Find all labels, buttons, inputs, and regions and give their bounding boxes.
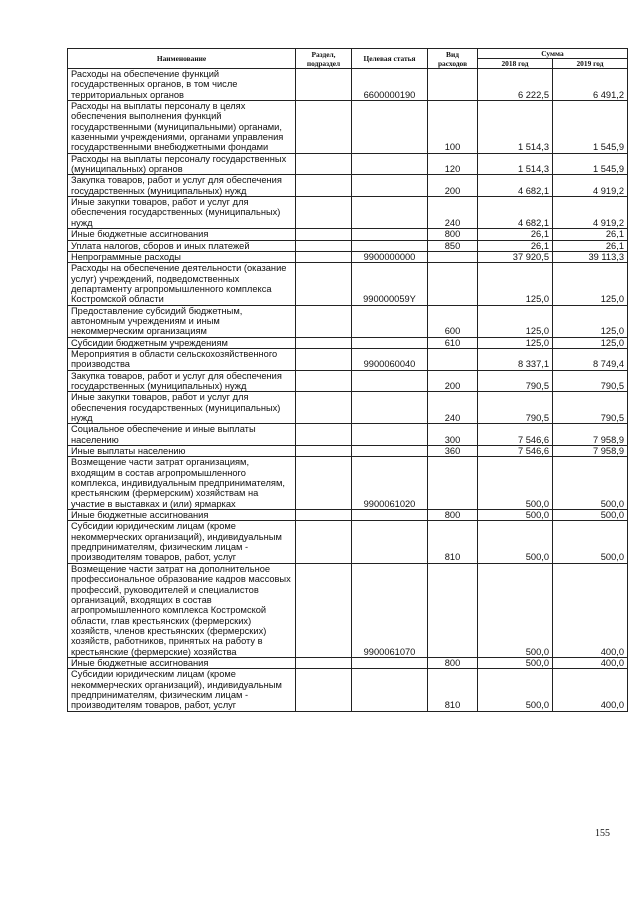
cell-section — [296, 657, 352, 668]
cell-type: 240 — [428, 392, 478, 424]
cell-name: Возмещение части затрат организациям, входящим в состав агропромышленного комплекса, индивидуальным предпринимателям, крестьянским (фермерским) хозяйствам на участие в выставках и (или) ярмарках — [68, 457, 296, 510]
cell-2018: 1 514,3 — [478, 153, 553, 175]
table-row — [68, 263, 628, 305]
cell-type: 800 — [428, 510, 478, 521]
cell-target: 6600000190 — [352, 69, 428, 101]
cell-target — [352, 337, 428, 348]
cell-target: 9900061020 — [352, 457, 428, 510]
table-header — [68, 49, 628, 69]
cell-name: Закупка товаров, работ и услуг для обеспечения государственных (муниципальных) нужд — [68, 370, 296, 392]
cell-type: 610 — [428, 337, 478, 348]
cell-2018: 4 682,1 — [478, 175, 553, 197]
cell-name: Расходы на обеспечение деятельности (оказание услуг) учреждений, подведомственных департаменту агропромышленного комплекса Костромской области — [68, 263, 296, 305]
cell-2019: 4 919,2 — [553, 175, 628, 197]
cell-target — [352, 153, 428, 175]
page-number: 155 — [595, 828, 610, 839]
cell-section — [296, 510, 352, 521]
cell-2019: 125,0 — [553, 263, 628, 305]
cell-2018: 8 337,1 — [478, 348, 553, 370]
cell-section — [296, 69, 352, 101]
cell-type — [428, 563, 478, 657]
cell-type: 300 — [428, 424, 478, 446]
table-row — [68, 240, 628, 251]
cell-2018: 26,1 — [478, 229, 553, 240]
cell-type — [428, 251, 478, 262]
col-header-2018: 2018 год — [478, 59, 553, 69]
cell-2019: 7 958,9 — [553, 424, 628, 446]
cell-section — [296, 370, 352, 392]
cell-target — [352, 240, 428, 251]
cell-type: 600 — [428, 305, 478, 337]
cell-section — [296, 251, 352, 262]
cell-2018: 7 546,6 — [478, 424, 553, 446]
cell-2018: 500,0 — [478, 457, 553, 510]
cell-type: 240 — [428, 197, 478, 229]
cell-name: Непрограммные расходы — [68, 251, 296, 262]
cell-name: Иные бюджетные ассигнования — [68, 229, 296, 240]
cell-target — [352, 370, 428, 392]
cell-2018: 4 682,1 — [478, 197, 553, 229]
cell-name: Предоставление субсидий бюджетным, автономным учреждениям и иным некоммерческим организациям — [68, 305, 296, 337]
cell-2019: 790,5 — [553, 392, 628, 424]
table-row — [68, 424, 628, 446]
table-row — [68, 657, 628, 668]
cell-target — [352, 101, 428, 154]
cell-name: Иные бюджетные ассигнования — [68, 510, 296, 521]
cell-2019: 125,0 — [553, 305, 628, 337]
cell-2018: 500,0 — [478, 521, 553, 563]
table-row — [68, 669, 628, 711]
cell-section — [296, 669, 352, 711]
cell-type: 200 — [428, 370, 478, 392]
cell-2018: 1 514,3 — [478, 101, 553, 154]
cell-type — [428, 69, 478, 101]
cell-name: Закупка товаров, работ и услуг для обеспечения государственных (муниципальных) нужд — [68, 175, 296, 197]
cell-name: Иные бюджетные ассигнования — [68, 657, 296, 668]
cell-2019: 790,5 — [553, 370, 628, 392]
cell-type: 100 — [428, 101, 478, 154]
cell-section — [296, 348, 352, 370]
cell-type: 810 — [428, 521, 478, 563]
cell-target: 9900061070 — [352, 563, 428, 657]
cell-target — [352, 229, 428, 240]
cell-name: Иные закупки товаров, работ и услуг для обеспечения государственных (муниципальных) нужд — [68, 197, 296, 229]
table-row — [68, 251, 628, 262]
cell-target — [352, 657, 428, 668]
table-row — [68, 392, 628, 424]
cell-2018: 500,0 — [478, 657, 553, 668]
col-header-2019: 2019 год — [553, 59, 628, 69]
cell-type: 810 — [428, 669, 478, 711]
cell-2018: 125,0 — [478, 305, 553, 337]
table-row — [68, 370, 628, 392]
cell-section — [296, 563, 352, 657]
cell-2019: 7 958,9 — [553, 446, 628, 457]
col-header-type: Вид расходов — [428, 49, 478, 69]
cell-type: 800 — [428, 229, 478, 240]
cell-name: Возмещение части затрат на дополнительное профессиональное образование кадров массовых профессий, руководителей и специалистов организаций, входящих в состав агропромышленного комплекса Костромской области, глав крестьянских (фермерских) хозяйств, членов крестьянских (фермерских) хозяйств, работников, принятых на работу в крестьянские (фермерские) хозяйства — [68, 563, 296, 657]
cell-name: Расходы на обеспечение функций государственных органов, в том числе территориальных органов — [68, 69, 296, 101]
cell-2019: 125,0 — [553, 337, 628, 348]
cell-section — [296, 229, 352, 240]
cell-type: 850 — [428, 240, 478, 251]
cell-2019: 500,0 — [553, 457, 628, 510]
cell-target: 9900060040 — [352, 348, 428, 370]
cell-section — [296, 175, 352, 197]
cell-2019: 1 545,9 — [553, 101, 628, 154]
cell-2018: 790,5 — [478, 370, 553, 392]
cell-2019: 8 749,4 — [553, 348, 628, 370]
cell-2018: 26,1 — [478, 240, 553, 251]
cell-name: Расходы на выплаты персоналу в целях обеспечения выполнения функций государственными (муниципальными) органами, казенными учреждениями, органами управления государственными внебюджетными фондами — [68, 101, 296, 154]
col-header-section: Раздел, подраздел — [296, 49, 352, 69]
cell-name: Расходы на выплаты персоналу государственных (муниципальных) органов — [68, 153, 296, 175]
cell-type: 360 — [428, 446, 478, 457]
cell-section — [296, 240, 352, 251]
cell-2018: 500,0 — [478, 510, 553, 521]
cell-target — [352, 175, 428, 197]
cell-target — [352, 197, 428, 229]
cell-target: 9900000000 — [352, 251, 428, 262]
cell-2019: 400,0 — [553, 669, 628, 711]
table-row — [68, 510, 628, 521]
cell-2018: 500,0 — [478, 563, 553, 657]
cell-2019: 400,0 — [553, 657, 628, 668]
cell-type: 200 — [428, 175, 478, 197]
cell-target — [352, 446, 428, 457]
table-row — [68, 446, 628, 457]
table-row — [68, 101, 628, 154]
table-row — [68, 457, 628, 510]
cell-2018: 125,0 — [478, 263, 553, 305]
cell-target — [352, 510, 428, 521]
table-row — [68, 153, 628, 175]
cell-type — [428, 348, 478, 370]
cell-2018: 125,0 — [478, 337, 553, 348]
table-row — [68, 229, 628, 240]
table-row — [68, 305, 628, 337]
cell-name: Субсидии юридическим лицам (кроме некоммерческих организаций), индивидуальным предпринимателям, физическим лицам - производителям товаров, работ, услуг — [68, 669, 296, 711]
cell-2019: 500,0 — [553, 521, 628, 563]
cell-2019: 26,1 — [553, 229, 628, 240]
cell-type — [428, 263, 478, 305]
cell-name: Иные закупки товаров, работ и услуг для обеспечения государственных (муниципальных) нужд — [68, 392, 296, 424]
cell-name: Мероприятия в области сельскохозяйственного производства — [68, 348, 296, 370]
table-row — [68, 175, 628, 197]
cell-target — [352, 424, 428, 446]
table-row — [68, 521, 628, 563]
table-row — [68, 563, 628, 657]
cell-section — [296, 457, 352, 510]
cell-section — [296, 263, 352, 305]
budget-table — [67, 48, 628, 712]
cell-2019: 6 491,2 — [553, 69, 628, 101]
cell-target — [352, 392, 428, 424]
cell-2019: 400,0 — [553, 563, 628, 657]
cell-name: Социальное обеспечение и иные выплаты населению — [68, 424, 296, 446]
table-row — [68, 337, 628, 348]
cell-target — [352, 305, 428, 337]
cell-section — [296, 446, 352, 457]
cell-section — [296, 337, 352, 348]
cell-name: Уплата налогов, сборов и иных платежей — [68, 240, 296, 251]
cell-section — [296, 424, 352, 446]
table-row — [68, 69, 628, 101]
cell-name: Субсидии юридическим лицам (кроме некоммерческих организаций), индивидуальным предпринимателям, физическим лицам - производителям товаров, работ, услуг — [68, 521, 296, 563]
cell-2019: 500,0 — [553, 510, 628, 521]
cell-2018: 790,5 — [478, 392, 553, 424]
cell-section — [296, 197, 352, 229]
cell-2019: 26,1 — [553, 240, 628, 251]
cell-target — [352, 669, 428, 711]
cell-name: Субсидии бюджетным учреждениям — [68, 337, 296, 348]
cell-section — [296, 305, 352, 337]
table-row — [68, 197, 628, 229]
cell-2019: 39 113,3 — [553, 251, 628, 262]
cell-target: 990000059Y — [352, 263, 428, 305]
table-row — [68, 348, 628, 370]
cell-2018: 37 920,5 — [478, 251, 553, 262]
cell-section — [296, 521, 352, 563]
cell-type — [428, 457, 478, 510]
cell-section — [296, 101, 352, 154]
table-body — [68, 69, 628, 712]
cell-name: Иные выплаты населению — [68, 446, 296, 457]
cell-section — [296, 153, 352, 175]
col-header-target: Целевая статья — [352, 49, 428, 69]
cell-2019: 4 919,2 — [553, 197, 628, 229]
cell-2019: 1 545,9 — [553, 153, 628, 175]
cell-type: 120 — [428, 153, 478, 175]
cell-section — [296, 392, 352, 424]
cell-2018: 500,0 — [478, 669, 553, 711]
cell-target — [352, 521, 428, 563]
cell-2018: 7 546,6 — [478, 446, 553, 457]
cell-type: 800 — [428, 657, 478, 668]
col-header-sum: Сумма — [478, 49, 628, 59]
cell-2018: 6 222,5 — [478, 69, 553, 101]
col-header-name: Наименование — [68, 49, 296, 69]
